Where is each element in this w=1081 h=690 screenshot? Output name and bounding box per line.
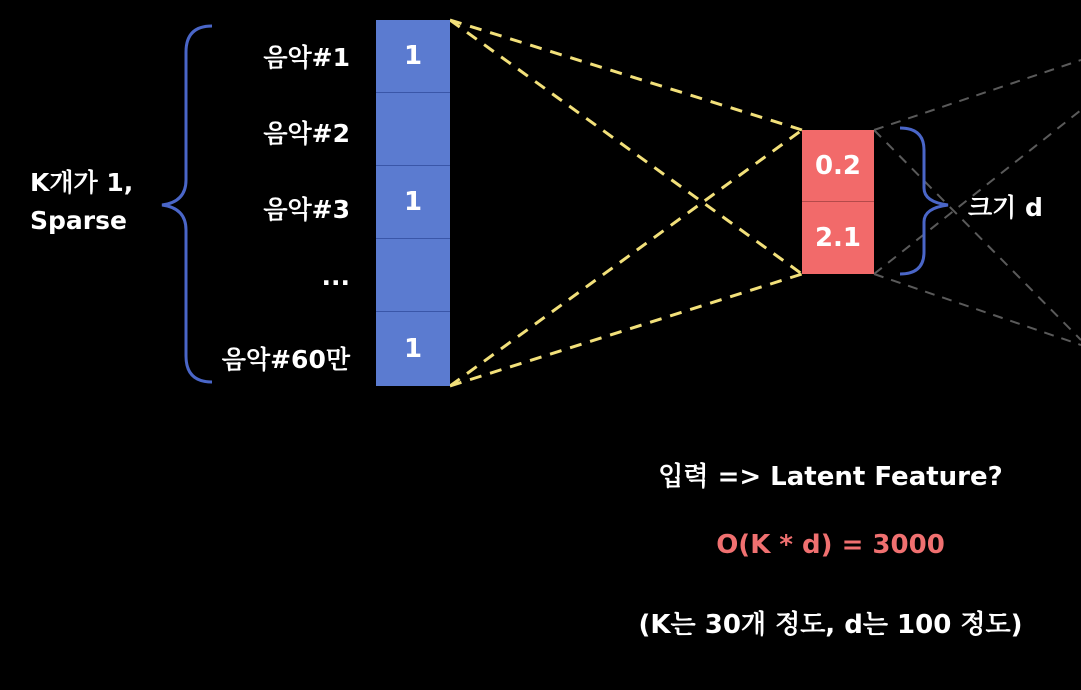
sparse-label-line1: K개가 1, xyxy=(30,168,134,197)
input-cell-5: 1 xyxy=(376,312,450,386)
row-label-3: 음악#3 xyxy=(263,195,350,224)
latent-vector xyxy=(802,130,874,274)
input-vector xyxy=(376,20,450,386)
left-brace xyxy=(162,26,212,382)
input-cell-2 xyxy=(376,93,450,166)
right-brace xyxy=(900,128,948,274)
complexity-text: O(K * d) = 3000 xyxy=(716,530,945,560)
input-cell-3: 1 xyxy=(376,166,450,239)
sparse-label xyxy=(30,164,133,240)
input-cell-4 xyxy=(376,239,450,312)
connector-top-to-top xyxy=(450,20,802,130)
connector-top-to-bottom xyxy=(450,20,802,274)
connector-bottom-to-top xyxy=(450,130,802,386)
latent-cell-2: 2.1 xyxy=(802,202,874,274)
sparse-label-line2: Sparse xyxy=(30,206,127,235)
output-connector-1 xyxy=(874,60,1081,130)
row-label-4: ... xyxy=(321,262,350,291)
input-cell-1: 1 xyxy=(376,20,450,93)
question-text: 입력 => Latent Feature? xyxy=(658,462,1003,492)
row-label-5: 음악#60만 xyxy=(221,345,350,374)
output-connector-4 xyxy=(874,274,1081,345)
explanation-text: (K는 30개 정도, d는 100 정도) xyxy=(638,610,1023,640)
connector-bottom-to-bottom xyxy=(450,274,802,386)
latent-cell-1: 0.2 xyxy=(802,130,874,202)
row-label-2: 음악#2 xyxy=(263,119,350,148)
latent-size-label: 크기 d xyxy=(968,193,1043,222)
row-label-1: 음악#1 xyxy=(263,43,350,72)
